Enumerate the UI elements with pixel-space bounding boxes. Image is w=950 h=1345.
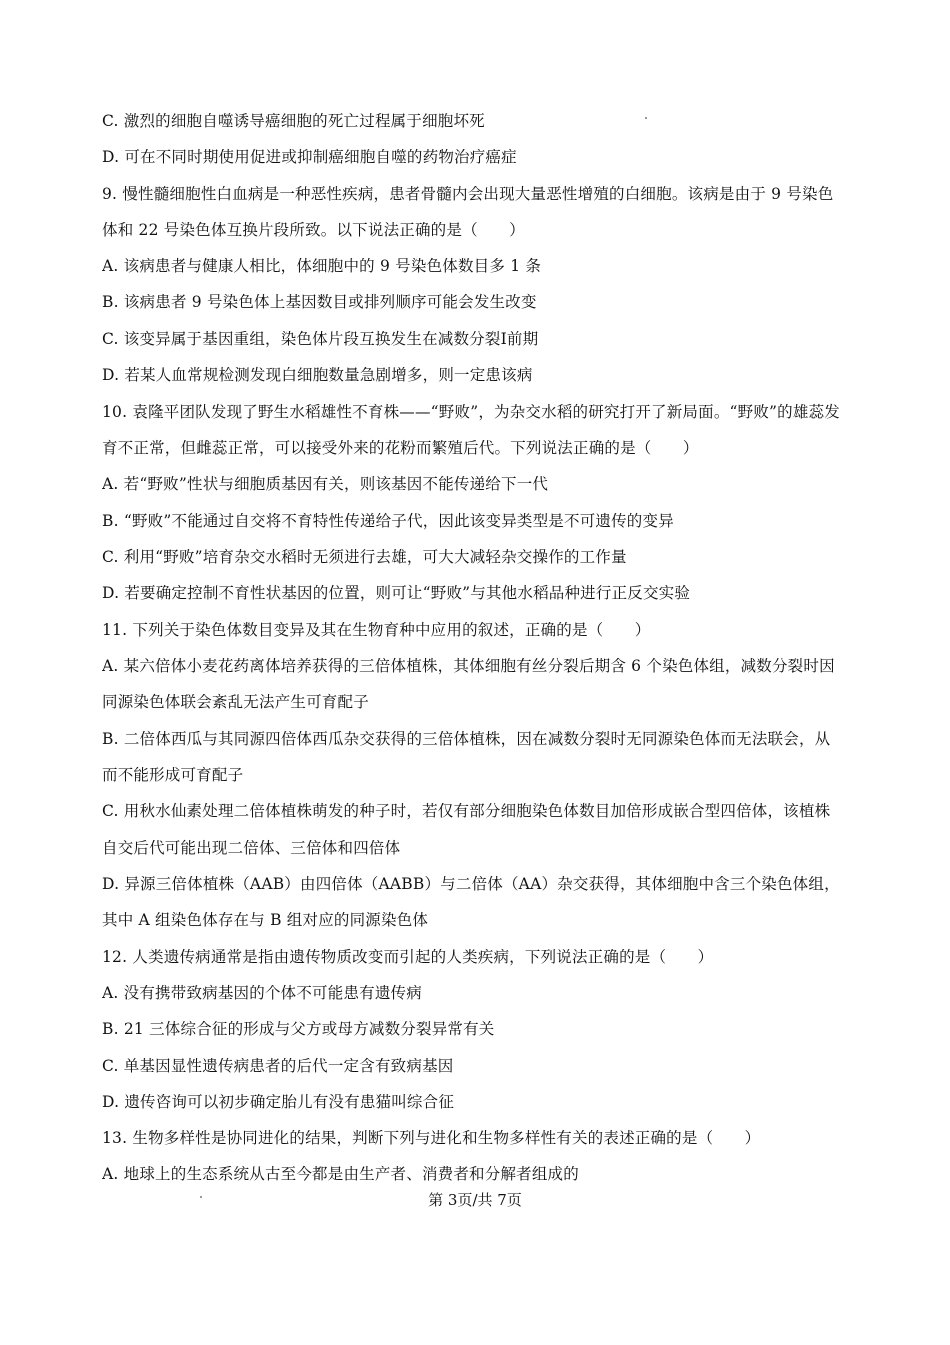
- option-b-q10: B. “野败”不能通过自交将不育特性传递给子代，因此该变异类型是不可遗传的变异: [102, 512, 674, 530]
- option-c-q10: C. 利用“野败”培育杂交水稻时无须进行去雄，可大大减轻杂交操作的工作量: [102, 548, 627, 566]
- question-10-stem-cont: 育不正常，但雌蕊正常，可以接受外来的花粉而繁殖后代。下列说法正确的是（ ）: [102, 439, 699, 457]
- question-11-stem: 11. 下列关于染色体数目变异及其在生物育种中应用的叙述，正确的是（ ）: [102, 621, 651, 639]
- question-13-stem: 13. 生物多样性是协同进化的结果，判断下列与进化和生物多样性有关的表述正确的是（ ）: [102, 1129, 761, 1147]
- option-a-q11-cont: 同源染色体联会紊乱无法产生可育配子: [102, 693, 369, 711]
- option-a-q12: A. 没有携带致病基因的个体不可能患有遗传病: [102, 984, 422, 1002]
- option-d-q8: D. 可在不同时期使用促进或抑制癌细胞自噬的药物治疗癌症: [102, 148, 517, 166]
- option-d-q11: D. 异源三倍体植株（AAB）由四倍体（AABB）与二倍体（AA）杂交获得，其体细胞中含三个染色体组，: [102, 875, 840, 893]
- option-d-q12: D. 遗传咨询可以初步确定胎儿有没有患猫叫综合征: [102, 1093, 455, 1111]
- option-b-q11: B. 二倍体西瓜与其同源四倍体西瓜杂交获得的三倍体植株，因在减数分裂时无同源染色体而无法联会，从: [102, 730, 831, 748]
- option-a-q11: A. 某六倍体小麦花药离体培养获得的三倍体植株，其体细胞有丝分裂后期含 6 个染色体组，减数分裂时因: [102, 657, 835, 675]
- option-a-q13: A. 地球上的生态系统从古至今都是由生产者、消费者和分解者组成的: [102, 1165, 579, 1183]
- option-c-q11: C. 用秋水仙素处理二倍体植株萌发的种子时，若仅有部分细胞染色体数目加倍形成嵌合型四倍体，该植株: [102, 802, 831, 820]
- question-10-stem: 10. 袁隆平团队发现了野生水稻雄性不育株——“野败”，为杂交水稻的研究打开了新局面。“野败”的雄蕊发: [102, 403, 840, 421]
- option-b-q9: B. 该病患者 9 号染色体上基因数目或排列顺序可能会发生改变: [102, 293, 537, 311]
- option-c-q8: C. 激烈的细胞自噬诱导癌细胞的死亡过程属于细胞坏死: [102, 112, 485, 130]
- option-d-q11-cont: 其中 A 组染色体存在与 B 组对应的同源染色体: [102, 911, 429, 929]
- option-a-q9: A. 该病患者与健康人相比，体细胞中的 9 号染色体数目多 1 条: [102, 257, 542, 275]
- option-a-q10: A. 若“野败”性状与细胞质基因有关，则该基因不能传递给下一代: [102, 475, 549, 493]
- option-d-q10: D. 若要确定控制不育性状基因的位置，则可让“野败”与其他水稻品种进行正反交实验: [102, 584, 691, 602]
- option-b-q11-cont: 而不能形成可育配子: [102, 766, 244, 784]
- option-d-q9: D. 若某人血常规检测发现白细胞数量急剧增多，则一定患该病: [102, 366, 533, 384]
- question-9-stem: 9. 慢性髓细胞性白血病是一种恶性疾病，患者骨髓内会出现大量恶性增殖的白细胞。该病是由于 9 号染色: [102, 185, 834, 203]
- option-c-q12: C. 单基因显性遗传病患者的后代一定含有致病基因: [102, 1057, 454, 1075]
- option-b-q12: B. 21 三体综合征的形成与父方或母方减数分裂异常有关: [102, 1020, 495, 1038]
- page-footer: 第 3页/共 7页: [428, 1191, 522, 1209]
- question-12-stem: 12. 人类遗传病通常是指由遗传物质改变而引起的人类疾病，下列说法正确的是（ ）: [102, 948, 714, 966]
- option-c-q11-cont: 自交后代可能出现二倍体、三倍体和四倍体: [102, 839, 401, 857]
- option-c-q9: C. 该变异属于基因重组，染色体片段互换发生在减数分裂Ⅰ前期: [102, 330, 539, 348]
- question-9-stem-cont: 体和 22 号染色体互换片段所致。以下说法正确的是（ ）: [102, 221, 525, 239]
